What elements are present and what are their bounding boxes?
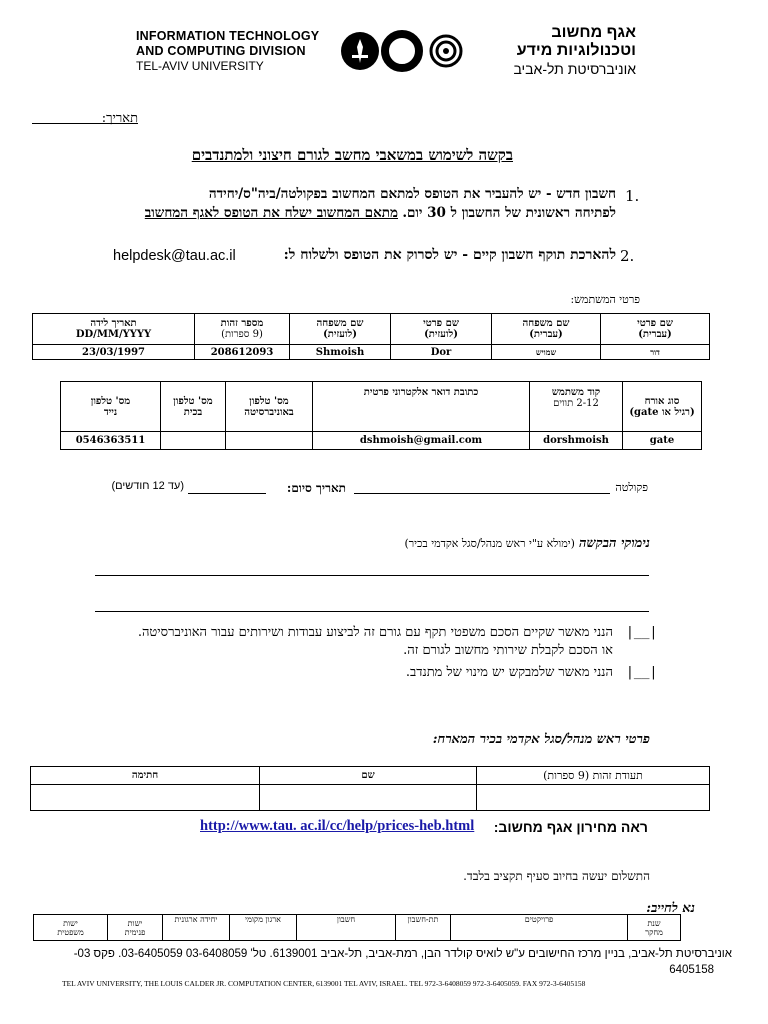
th-internal-entity [108,915,163,941]
cell-private-email[interactable]: dshmoish@gmail.com [313,432,530,450]
th-last-name-he [492,314,601,345]
item1-line2b: מתאם המחשוב ישלח את הטופס לאגף המחשוב [144,205,399,221]
th-phone-home [161,382,226,432]
header-en-line3: TEL-AVIV UNIVERSITY [136,59,264,73]
cell-host-signature[interactable] [31,785,260,811]
cell-last-name-en[interactable]: Shmoish [290,345,391,360]
reasons-label: נימוקי הבקשה [579,536,650,551]
th-research-year [628,915,681,941]
th-label: שם משפחה [522,318,570,329]
university-logo [338,27,470,75]
cell-host-name[interactable] [260,785,477,811]
footer-hebrew-line1: אוניברסיטת תל-אביב, בניין מרכז החישובים ע"ש לואיס קולדר הבן, רמת-אביב, תל-אביב 6139001. טל' 03-6408059 03-6405059. פקס 03- [73,948,732,960]
th-label: שם משפחה [316,318,364,329]
th-sub: מחקר [645,927,663,937]
confirm-volunteer: הנני מאשר שלמבקש יש מינוי של מתנדב. [405,665,613,680]
th-sub: נייד [103,406,118,418]
footer-english: TEL AVIV UNIVERSITY, THE LOUIS CALDER JR. COMPUTATION CENTER, 6139001 TEL AVIV, ISRAEL. TEL 972-3-6408059 972-3-6405059. FAX 972-3-6405158 [62,979,586,988]
reasons-note: (ימולא ע"י ראש מנהל/סגל אקדמי בכיר) [404,537,575,550]
th-id-number [195,314,290,345]
charge-table [33,914,681,941]
th-projects: פרויקטים [451,915,628,941]
header-en-line1: INFORMATION TECHNOLOGY [136,29,320,43]
th-sub: באוניברסיטה [244,406,294,418]
th-label: מס' טלפון [249,395,289,407]
reasons-line-2[interactable] [95,611,649,612]
th-host-name: שם [260,767,477,785]
th-sub: (9 ספרות) [221,329,263,340]
cell-phone-home[interactable] [161,432,226,450]
checkbox-volunteer[interactable]: |__| [626,665,658,680]
th-sub: (לועזית) [424,329,458,340]
user-details-table [32,313,710,360]
helpdesk-email[interactable]: helpdesk@tau.ac.il [113,248,236,264]
th-legal-entity [34,915,108,941]
th-sub: פנימית [124,927,146,937]
th-label: קוד משתמש [551,387,601,398]
th-label: מספר זהות [220,318,264,329]
th-birth-date [33,314,195,345]
confirm-legal-line2: או הסכם לקבלת שירותי מחשוב לגורם זה. [403,643,613,658]
charge-label: נא לחייב: [646,901,695,916]
end-date-field[interactable] [188,493,266,494]
th-sub-account: תת-חשבון [396,915,451,941]
th-label: שם פרטי [423,318,459,329]
th-phone-mobile [61,382,161,432]
th-sub: 2-12 תווים [553,398,599,409]
th-sub: (רגיל או gate) [629,406,695,418]
th-label: מס' טלפון [90,395,131,407]
th-host-signature: חתימה [31,767,260,785]
price-label: ראה מחירון אגף מחשוב: [493,819,648,835]
th-user-code [530,382,623,432]
end-date-label: תאריך סיום: [286,481,346,495]
th-label: סוג אורח [644,395,680,407]
th-private-email [313,382,530,432]
footer-hebrew-line2: 6405158 [669,964,714,976]
th-label: כתובת דואר אלקטרוני פרטית [363,387,479,398]
contact-details-table [60,381,702,450]
host-table [30,766,710,811]
item2-text: להארכת תוקף חשבון קיים - יש לסרוק את הטופס ולשלוח ל: [283,247,616,263]
date-field[interactable] [32,123,138,124]
end-date-note: (עד 12 חודשים) [111,480,184,492]
reasons-title [404,535,650,551]
th-host-id: תעודת זהות (9 ספרות) [477,767,710,785]
th-label: ישות [127,918,143,928]
form-title: בקשה לשימוש במשאבי מחשב לגורם חיצוני ולמתנדבים [191,146,513,164]
host-label: פרטי ראש מנהל/סגל אקדמי בכיר המארח: [432,732,650,747]
reasons-line-1[interactable] [95,575,649,576]
header-he-line3: אוניברסיטת תל-אביב [513,61,636,77]
header-en-line2: AND COMPUTING DIVISION [136,44,306,58]
th-first-name-en [391,314,492,345]
th-local-org: ארגון מקומי [230,915,297,941]
cell-host-id[interactable] [477,785,710,811]
cell-phone-mobile[interactable]: 0546363511 [61,432,161,450]
th-label: שם פרטי [637,318,673,329]
cell-last-name-he[interactable]: שמויש [492,345,601,360]
confirm-legal-line1: הנני מאשר שקיים הסכם משפטי תקף עם גורם זה לביצוע עבודות ושירותים עבור האוניברסיטה. [137,625,613,640]
item1-number: 1. [625,187,640,205]
th-phone-university [226,382,313,432]
th-org-unit: יחידה ארגונית [163,915,230,941]
th-label: תאריך לידה [90,318,137,329]
header-he-line2: וטכנולוגיות מידע [516,42,636,59]
item1-line2a: לפתיחה ראשונית של החשבון ל 30 יום. [402,205,616,221]
cell-first-name-he[interactable]: דור [601,345,710,360]
faculty-label: פקולטה [615,481,648,494]
th-sub: (עברית) [638,329,672,340]
th-label: ישות [63,918,78,928]
th-last-name-en [290,314,391,345]
th-first-name-he [601,314,710,345]
th-sub: משפטית [57,927,84,937]
payment-note: התשלום יעשה בחיוב סעיף תקציב בלבד. [463,869,650,883]
item1-line2 [145,205,616,221]
cell-user-code[interactable]: dorshmoish [530,432,623,450]
cell-first-name-en[interactable]: Dor [391,345,492,360]
th-sub: בכית [183,406,203,418]
cell-id-number[interactable]: 208612093 [195,345,290,360]
th-account: חשבון [297,915,396,941]
cell-phone-university[interactable] [226,432,313,450]
th-label: מס' טלפון [173,395,213,407]
th-sub: (לועזית) [323,329,357,340]
th-sub: (עברית) [529,329,563,340]
date-label: תאריך: [101,111,138,126]
cell-birth-date[interactable]: 23/03/1997 [33,345,195,360]
user-details-label: פרטי המשתמש: [570,293,640,306]
th-label: שנת [647,918,661,928]
header-he-line1: אגף מחשוב [551,24,636,41]
faculty-field[interactable] [354,493,610,494]
th-guest-type [623,382,702,432]
price-link[interactable]: http://www.tau. ac.il/cc/help/prices-heb.html [200,818,475,834]
cell-guest-type[interactable]: gate [623,432,702,450]
item2-number: 2. [620,247,635,265]
checkbox-legal-agreement[interactable]: |__| [626,625,658,640]
item1-line1: חשבון חדש - יש להעביר את הטופס למתאם המחשוב בפקולטה/ביה"ס/יחידה [208,186,616,202]
th-sub: DD/MM/YYYY [75,329,152,340]
